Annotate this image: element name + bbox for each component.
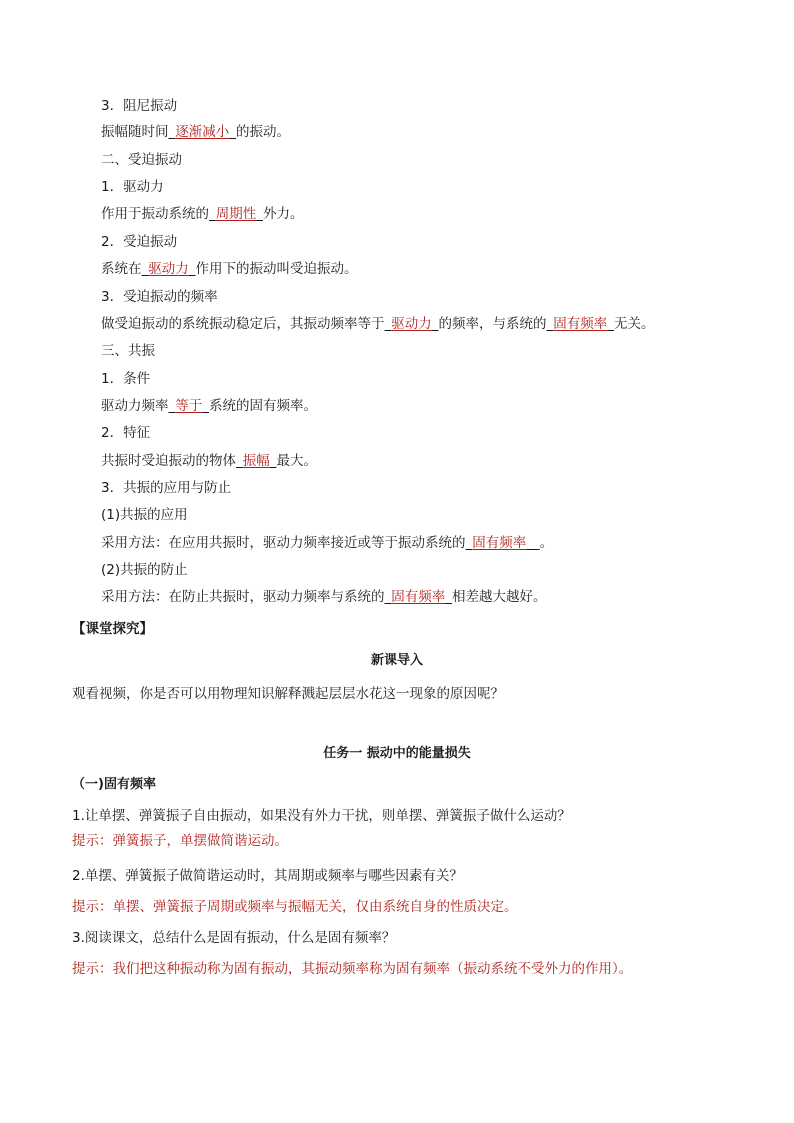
text-forced-frequency: 做受迫振动的系统振动稳定后，其振动频率等于 驱动力 的频率，与系统的 固有频率 无关。 xyxy=(101,316,655,332)
heading-forced: 2．受迫振动 xyxy=(101,234,178,250)
answer-blank: 驱动力 xyxy=(148,261,189,277)
answer-blank: 固有频率 xyxy=(472,535,527,551)
answer-blank: 振幅 xyxy=(242,453,270,469)
heading-forced-vibration: 二、受迫振动 xyxy=(101,152,182,168)
intro-text: 观看视频，你是否可以用物理知识解释溅起层层水花这一现象的原因呢？ xyxy=(72,686,504,702)
hint-3: 提示：我们把这种振动称为固有振动，其振动频率称为固有频率（振动系统不受外力的作用）。 xyxy=(72,961,633,977)
question-3: 3.阅读课文，总结什么是固有振动，什么是固有频率？ xyxy=(72,930,396,946)
answer-blank: 固有频率 xyxy=(553,316,608,332)
hint-1: 提示：弹簧振子，单摆做简谐运动。 xyxy=(72,833,288,849)
heading-use: (1)共振的应用 xyxy=(101,507,188,523)
answer-blank: 固有频率 xyxy=(391,589,446,605)
heading-feature: 2．特征 xyxy=(101,425,151,441)
heading-application: 3．共振的应用与防止 xyxy=(101,480,232,496)
intro-title: 新课导入 xyxy=(370,653,423,668)
text-feature: 共振时受迫振动的物体 振幅 最大。 xyxy=(101,453,317,469)
heading-damped-vibration: 3．阻尼振动 xyxy=(101,98,178,114)
question-2: 2.单摆、弹簧振子做简谐运动时，其周期或频率与哪些因素有关？ xyxy=(72,868,463,884)
text-driving-force-def: 作用于振动系统的 周期性 外力。 xyxy=(101,206,304,222)
text-forced-def: 系统在 驱动力 作用下的振动叫受迫振动。 xyxy=(101,261,358,277)
answer-blank: 周期性 xyxy=(215,206,257,222)
section-label: 【课堂探究】 xyxy=(72,621,153,637)
answer-blank: 等于 xyxy=(175,398,203,414)
subsection-natural-frequency: （一)固有频率 xyxy=(72,777,156,792)
question-1: 1.让单摆、弹簧振子自由振动，如果没有外力干扰，则单摆、弹簧振子做什么运动？ xyxy=(72,808,571,824)
text: 振幅随时间 xyxy=(101,124,169,140)
heading-prevent: (2)共振的防止 xyxy=(101,562,188,578)
text-damped-def xyxy=(101,122,290,142)
heading-condition: 1．条件 xyxy=(101,371,151,387)
answer-blank: 驱动力 xyxy=(391,316,432,332)
heading-resonance: 三、共振 xyxy=(101,343,155,359)
heading-driving-force: 1．驱动力 xyxy=(101,179,164,195)
text-condition: 驱动力频率 等于 系统的固有频率。 xyxy=(101,398,317,414)
text-use-method: 采用方法：在应用共振时，驱动力频率接近或等于振动系统的 固有频率 。 xyxy=(101,535,554,551)
text: 的振动。 xyxy=(236,124,290,140)
hint-2: 提示：单摆、弹簧振子周期或频率与振幅无关，仅由系统自身的性质决定。 xyxy=(72,899,518,915)
heading-forced-frequency: 3．受迫振动的频率 xyxy=(101,289,218,305)
task1-title: 任务一 振动中的能量损失 xyxy=(323,746,471,761)
answer-blank: 逐渐减小 xyxy=(175,124,230,140)
text-prevent-method: 采用方法：在防止共振时，驱动力频率与系统的 固有频率 相差越大越好。 xyxy=(101,589,547,605)
